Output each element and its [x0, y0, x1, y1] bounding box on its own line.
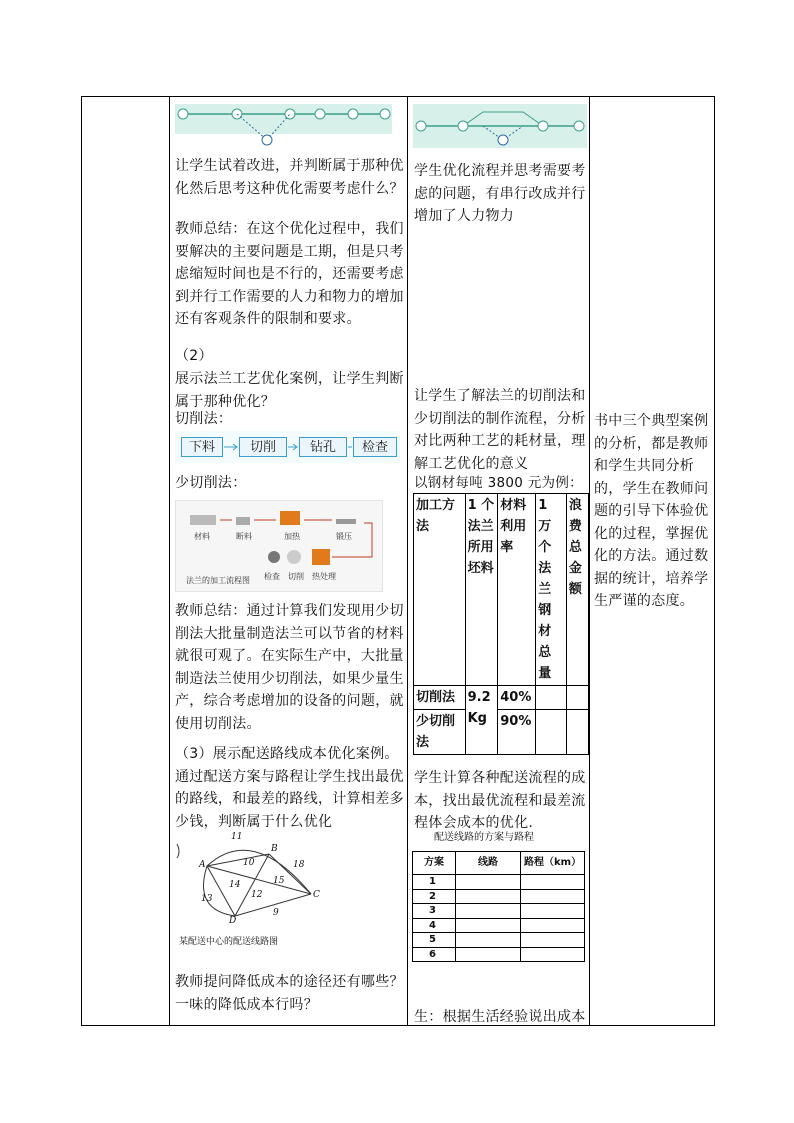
flange-text: 让学生了解法兰的切削法和少切削法的制作流程，分析对比两种工艺的耗材量，理解工艺优化的意义: [414, 388, 586, 472]
table-cell: 90%: [498, 710, 536, 755]
case-3-text: （3）展示配送路线成本优化案例。通过配送方案与路程让学生找出最优的路线，和最差的路线，计算相差多少钱，判断属于什么优化: [175, 746, 404, 830]
table-header: 线路: [456, 852, 521, 875]
optimize-text: 学生优化流程并思考需要考虑的问题，有串行改成并行增加了人力物力: [414, 163, 586, 224]
teacher-summary-1: 教师总结：在这个优化过程中，我们要解决的主要问题是工期，但是只考虑缩短时间也是不行的，还需要考虑到并行工作需要的人力和物力的增加还有客观条件的限制和要求。: [175, 221, 404, 327]
flow-step: 下料: [181, 437, 223, 457]
table-cell: [536, 710, 567, 755]
table-header: 加工方法: [414, 494, 466, 686]
figure-caption: 法兰的加工流程图: [186, 576, 250, 585]
flange-process-figure: 材料 断料 加热 锻压 热处理 切削 检查 法兰的加工流程图: [175, 500, 383, 592]
column-divider: [589, 96, 590, 1026]
case-2-number: （2）: [175, 348, 213, 364]
teacher-summary-2: 教师总结：通过计算我们发现用少切削法大批量制造法兰可以节省的材料就很可观了。在实际生产中，大批量制造法兰使用少切削法，如果少量生产，综合考虑增加的设备的问题，就使用切削法。: [175, 603, 404, 732]
steel-price-text: 以钢材每吨 3800 元为例：: [414, 475, 583, 491]
column-divider: [169, 96, 170, 1026]
table-cell: 40%: [498, 686, 536, 710]
cut-method-label: 切削法：: [175, 411, 233, 427]
table-cell: 9.2 Kg: [465, 686, 498, 755]
table-cell: 切削法: [414, 686, 466, 710]
flow-step: 切削: [239, 437, 287, 457]
process-network-image: [175, 104, 392, 148]
table-header: 路程（km）: [521, 852, 585, 875]
table-header: 方案: [413, 852, 456, 875]
case-analysis-text: 书中三个典型案例的分析，都是教师和学生共同分析的，学生在教师问题的引导下体验优化的过程，掌握优化的方法。通过数据的统计，培养学生严谨的态度。: [594, 413, 709, 609]
flow-step: 检查: [353, 437, 397, 457]
less-cut-label: 少切削法：: [175, 475, 247, 491]
column-divider: [407, 96, 408, 1026]
optimized-process-image: [413, 104, 587, 148]
table-cell: [536, 686, 567, 710]
cut-flow-diagram: [175, 431, 400, 463]
table-cell: [566, 710, 588, 755]
table-cell: [566, 686, 588, 710]
route-network-figure: A B C D 11 10 18 14 12 15 13 9 某配送中心的配送线路图: [179, 832, 320, 947]
flange-compare-table: [413, 493, 589, 755]
flow-step: 钻孔: [299, 437, 347, 457]
student-answer-text: 生：根据生活经验说出成本: [414, 1009, 586, 1025]
case-2-text: 展示法兰工艺优化案例，让学生判断属于那种优化？: [175, 371, 404, 410]
figure-caption: 某配送中心的配送线路图: [179, 937, 279, 947]
route-table: 方案 线路 路程（km） 1 2 3 4 5 6: [412, 851, 585, 962]
table-header: 1 万个法兰钢材总量: [536, 494, 567, 686]
table-header: 1 个法兰所用坯料: [465, 494, 498, 686]
table-header: 材料利用率: [498, 494, 536, 686]
improve-text: 让学生试着改进，并判断属于那种优化然后思考这种优化需要考虑什么？: [175, 158, 404, 197]
table-header: 浪费总金额: [566, 494, 588, 686]
route-text: 学生计算各种配送流程的成本，找出最优流程和最差流程体会成本的优化.: [414, 770, 586, 831]
teacher-question: 教师提问降低成本的途径还有哪些？一味的降低成本行吗？: [175, 974, 404, 1013]
route-table-title: 配送线路的方案与路程: [434, 832, 534, 843]
table-cell: 少切削法: [414, 710, 466, 755]
